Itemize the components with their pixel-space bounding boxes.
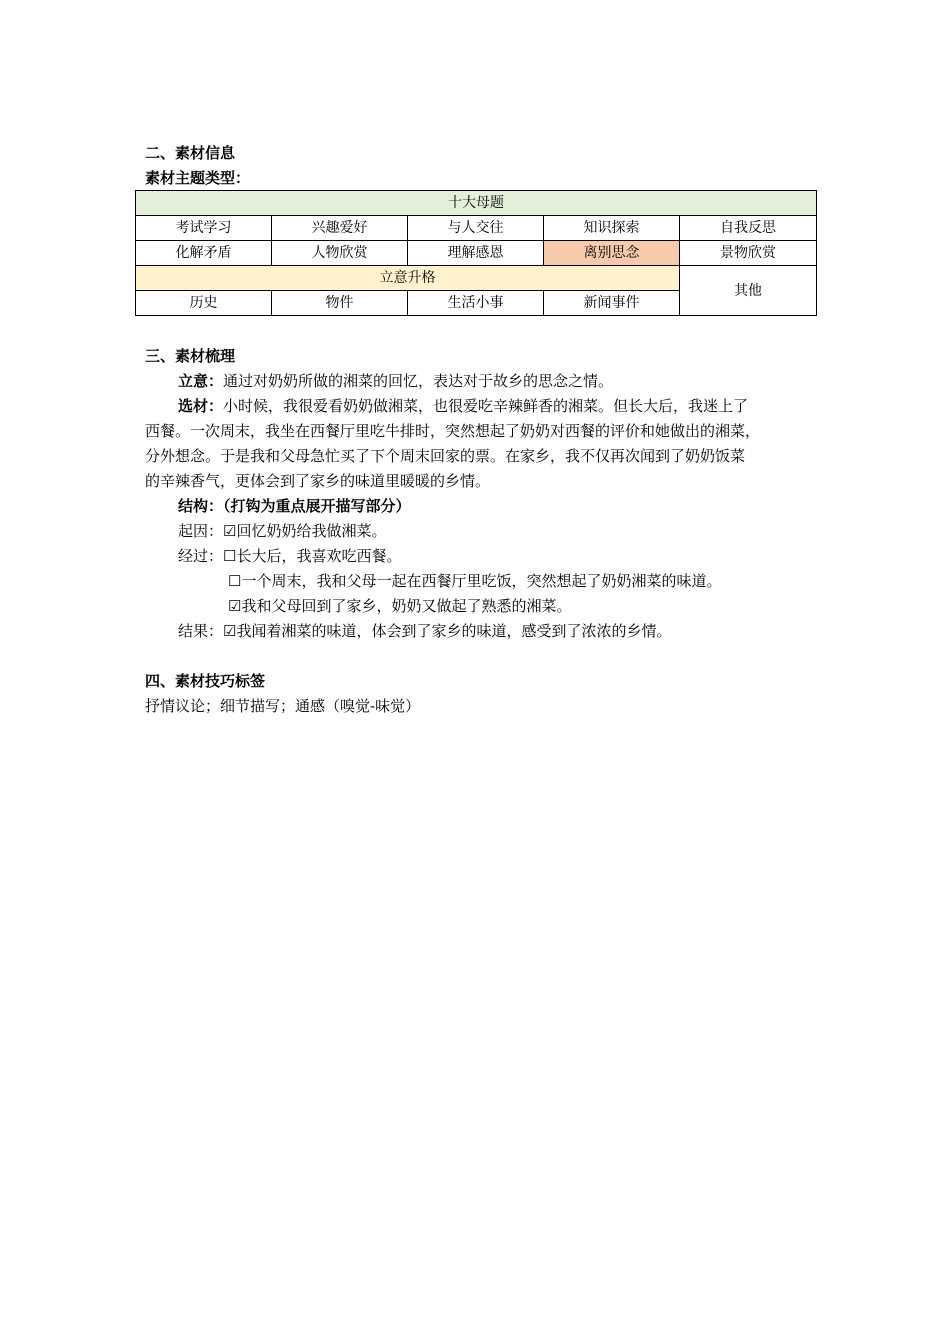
process-item: ☐长大后，我喜欢吃西餐。 [223,547,402,565]
process-item: ☑我和父母回到了家乡，奶奶又做起了熟悉的湘菜。 [228,597,572,615]
cause-text: ☑回忆奶奶给我做湘菜。 [223,522,387,540]
theme-table [135,190,817,316]
material-line-1 [178,396,748,416]
structure-note: （打钩为重点展开描写部分） [223,497,411,515]
cause-line [178,521,386,541]
table-cell: 理解感恩 [408,241,544,266]
structure-line [178,496,411,516]
process-line-1 [178,546,401,566]
table-cell-highlighted: 离别思念 [544,241,680,266]
table-row [136,216,817,241]
theme-label: 立意： [178,372,224,390]
table-row [136,241,817,266]
table-cell: 新闻事件 [544,291,680,316]
result-text: ☑我闻着湘菜的味道，体会到了家乡的味道，感受到了浓浓的乡情。 [223,622,672,640]
material-line-4: 的辛辣香气，更体会到了家乡的味道里暖暖的乡情。 [145,472,491,490]
table-cell: 兴趣爱好 [272,216,408,241]
process-item: ☐一个周末，我和父母一起在西餐厅里吃饭，突然想起了奶奶湘菜的味道。 [228,572,722,590]
table-cell: 与人交往 [408,216,544,241]
table-cell-other: 其他 [680,266,817,316]
section3-title: 三、素材梳理 [145,347,236,365]
theme-line [178,371,613,391]
material-line-2: 西餐。一次周末，我坐在西餐厅里吃牛排时，突然想起了奶奶对西餐的评价和她做出的湘菜， [145,422,761,440]
table-cell: 人物欣赏 [272,241,408,266]
process-label: 经过： [178,547,224,565]
table-cell: 历史 [136,291,272,316]
material-label: 选材： [178,397,224,415]
structure-label: 结构： [178,497,224,515]
table-cell: 考试学习 [136,216,272,241]
result-line [178,621,671,641]
table-header-main: 十大母题 [136,191,817,216]
section4-title: 四、素材技巧标签 [145,672,266,690]
table-cell: 生活小事 [408,291,544,316]
material-line-3: 分外想念。于是我和父母急忙买了下个周末回家的票。在家乡，我不仅再次闻到了奶奶饭菜 [145,447,746,465]
table-cell: 化解矛盾 [136,241,272,266]
table-cell: 自我反思 [680,216,817,241]
cause-label: 起因： [178,522,224,540]
section2-subtitle: 素材主题类型： [145,169,251,187]
table-cell: 知识探索 [544,216,680,241]
theme-text: 通过对奶奶所做的湘菜的回忆，表达对于故乡的思念之情。 [223,372,614,390]
result-label: 结果： [178,622,224,640]
table-cell: 景物欣赏 [680,241,817,266]
technique-tags: 抒情议论；细节描写；通感（嗅觉-味觉） [145,697,421,715]
section2-title: 二、素材信息 [145,144,236,162]
table-header-upgrade: 立意升格 [136,266,680,291]
table-cell: 物件 [272,291,408,316]
material-text: 小时候，我很爱看奶奶做湘菜，也很爱吃辛辣鲜香的湘菜。但长大后，我迷上了 [223,397,749,415]
